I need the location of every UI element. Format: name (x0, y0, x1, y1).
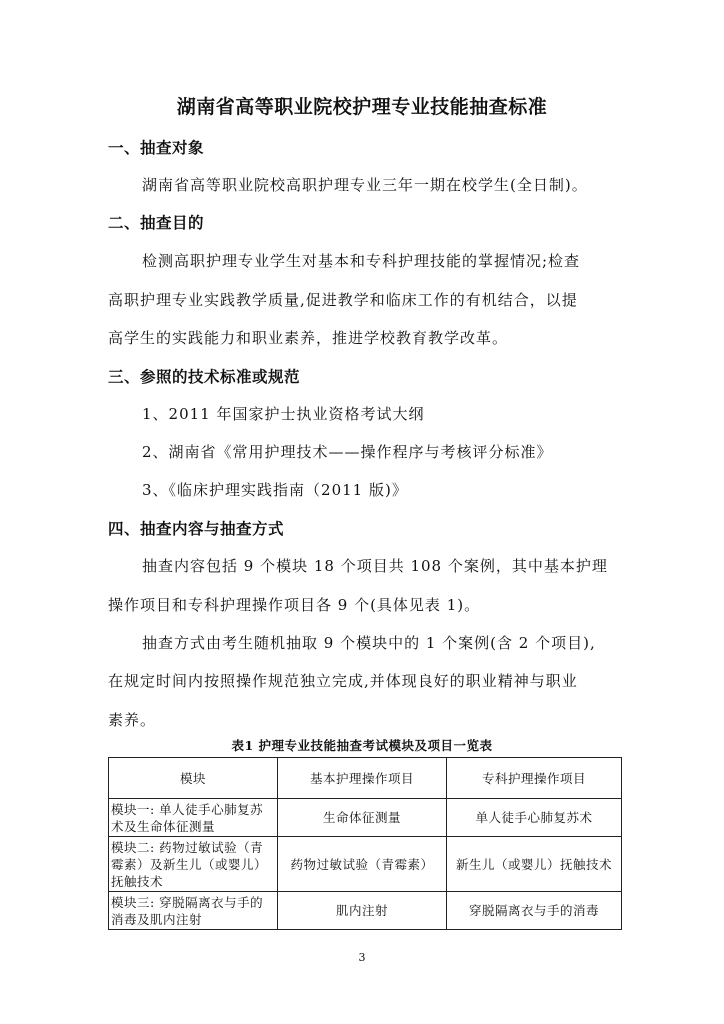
standard-item-2: 2、湖南省《常用护理技术——操作程序与考核评分标准》 (142, 443, 553, 461)
standard-item-1: 1、2011 年国家护士执业资格考试大纲 (142, 405, 425, 423)
section-2-line-1: 检测高职护理专业学生对基本和专科护理技能的掌握情况;检查 (142, 252, 581, 270)
section-heading-4: 四、抽查内容与抽查方式 (108, 520, 285, 538)
section-1-line-1: 湖南省高等职业院校高职护理专业三年一期在校学生(全日制)。 (142, 176, 588, 194)
document-title: 湖南省高等职业院校护理专业技能抽查标准 (176, 96, 548, 118)
section-4-line-2: 操作项目和专科护理操作项目各 9 个(具体见表 1)。 (108, 596, 481, 614)
basic-skill-cell: 肌内注射 (278, 892, 447, 930)
table-row (109, 799, 622, 837)
section-heading-2: 二、抽查目的 (108, 214, 205, 232)
table-row (109, 837, 622, 892)
section-4-line-5: 素养。 (108, 711, 157, 729)
page-number: 3 (358, 951, 366, 964)
section-2-line-2: 高职护理专业实践教学质量,促进教学和临床工作的有机结合，以提 (108, 291, 578, 309)
module-cell: 模块三: 穿脱隔离衣与手的消毒及肌内注射 (109, 892, 278, 930)
table-caption: 表1 护理专业技能抽查考试模块及项目一览表 (231, 738, 493, 753)
standard-item-3: 3、《临床护理实践指南（2011 版)》 (142, 481, 408, 499)
module-table (108, 757, 622, 930)
section-heading-3: 三、参照的技术标准或规范 (108, 368, 301, 386)
specialty-skill-cell: 单人徒手心肺复苏术 (447, 799, 622, 837)
section-heading-1: 一、抽查对象 (108, 139, 205, 157)
table-header-row (109, 758, 622, 799)
specialty-skill-cell: 新生儿（或婴儿）抚触技术 (447, 837, 622, 892)
section-2-line-3: 高学生的实践能力和职业素养，推进学校教育教学改革。 (108, 329, 509, 347)
module-cell: 模块一: 单人徒手心肺复苏术及生命体征测量 (109, 799, 278, 837)
section-4-line-3: 抽查方式由考生随机抽取 9 个模块中的 1 个案例(含 2 个项目), (142, 634, 596, 652)
section-4-line-4: 在规定时间内按照操作规范独立完成,并体现良好的职业精神与职业 (108, 672, 578, 690)
table-row (109, 892, 622, 930)
section-4-line-1: 抽查内容包括 9 个模块 18 个项目共 108 个案例，其中基本护理 (142, 557, 608, 575)
module-cell: 模块二: 药物过敏试验（青霉素）及新生儿（或婴儿）抚触技术 (109, 837, 278, 892)
basic-skill-cell: 药物过敏试验（青霉素） (278, 837, 447, 892)
header-module: 模块 (109, 758, 278, 799)
header-specialty-skill: 专科护理操作项目 (447, 758, 622, 799)
basic-skill-cell: 生命体征测量 (278, 799, 447, 837)
header-basic-skill: 基本护理操作项目 (278, 758, 447, 799)
specialty-skill-cell: 穿脱隔离衣与手的消毒 (447, 892, 622, 930)
